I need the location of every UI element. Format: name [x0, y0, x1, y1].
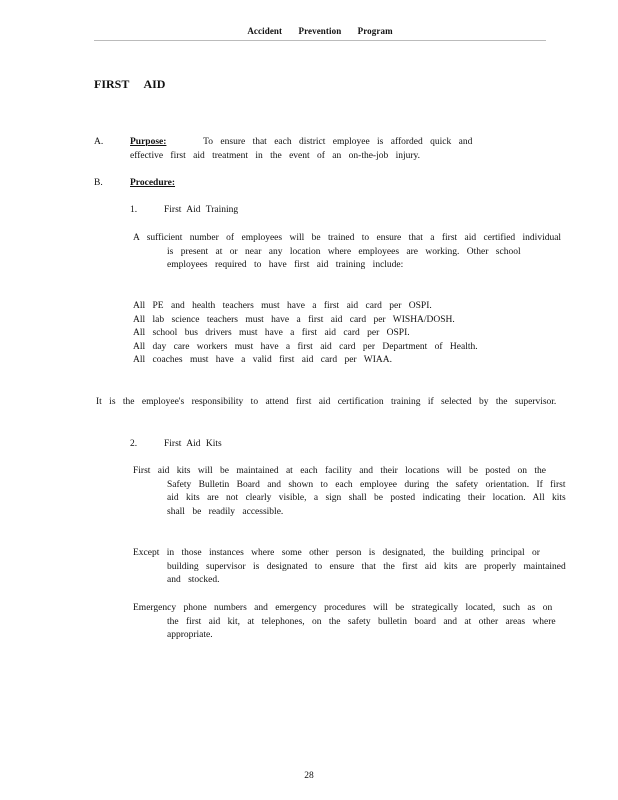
requirements-list [133, 300, 533, 368]
section-a-heading: Purpose: [130, 137, 167, 147]
page-number: 28 [304, 771, 314, 781]
section-b-heading: Procedure: [130, 178, 176, 188]
item-2-title: First Aid Kits [164, 439, 222, 449]
requirement-item: All PE and health teachers must have a first aid card per OSPI. [133, 301, 432, 311]
requirement-item: All day care workers must have a first aid card per Department of Health. [133, 341, 478, 352]
section-a-label: A. [94, 137, 104, 147]
item-1-intro: A sufficient number of employees will be trained to ensure that a first aid certified individual is present at or near any location where employees are working. Other school employees required to have first aid training include: [133, 233, 562, 270]
item-2-number: 2. [130, 439, 138, 449]
item-1-number: 1. [130, 205, 138, 215]
running-header: Accident Prevention Program [247, 26, 393, 36]
item-1-title: First Aid Training [164, 205, 239, 215]
kits-paragraph-3: Emergency phone numbers and emergency procedures will be strategically located, such as on the first aid kit, at telephones, on the safety bulletin board and at other areas where appropriate. [133, 603, 556, 640]
section-a-paragraph [130, 136, 502, 163]
section-a-text: To ensure that each district employee is afforded quick and effective first aid treatment in the event of an on-the-job injury. [130, 137, 473, 161]
requirement-item: All coaches must have a valid first aid card per WIAA. [133, 355, 393, 365]
item-1-note: It is the employee's responsibility to attend first aid certification training if selected by the supervisor. [96, 397, 557, 407]
kits-paragraph-2: Except in those instances where some other person is designated, the building principal or building supervisor is designated to ensure that the first aid kits are properly maintained and stocked. [133, 548, 566, 585]
kits-paragraph-1: First aid kits will be maintained at each facility and their locations will be posted on the Safety Bulletin Board and shown to each employee during the safety orientation. If first aid kits are not clearly visible, a sign shall be posted indicating their location. All kits shall be readily accessible. [133, 466, 566, 517]
section-b-label: B. [94, 178, 103, 188]
header-rule [94, 40, 546, 41]
page-title: FIRST AID [94, 77, 166, 91]
requirement-item: All lab science teachers must have a first aid card per WISHA/DOSH. [133, 314, 455, 325]
section-b-heading-wrap [130, 177, 175, 191]
requirement-item: All school bus drivers must have a first aid card per OSPI. [133, 328, 410, 338]
